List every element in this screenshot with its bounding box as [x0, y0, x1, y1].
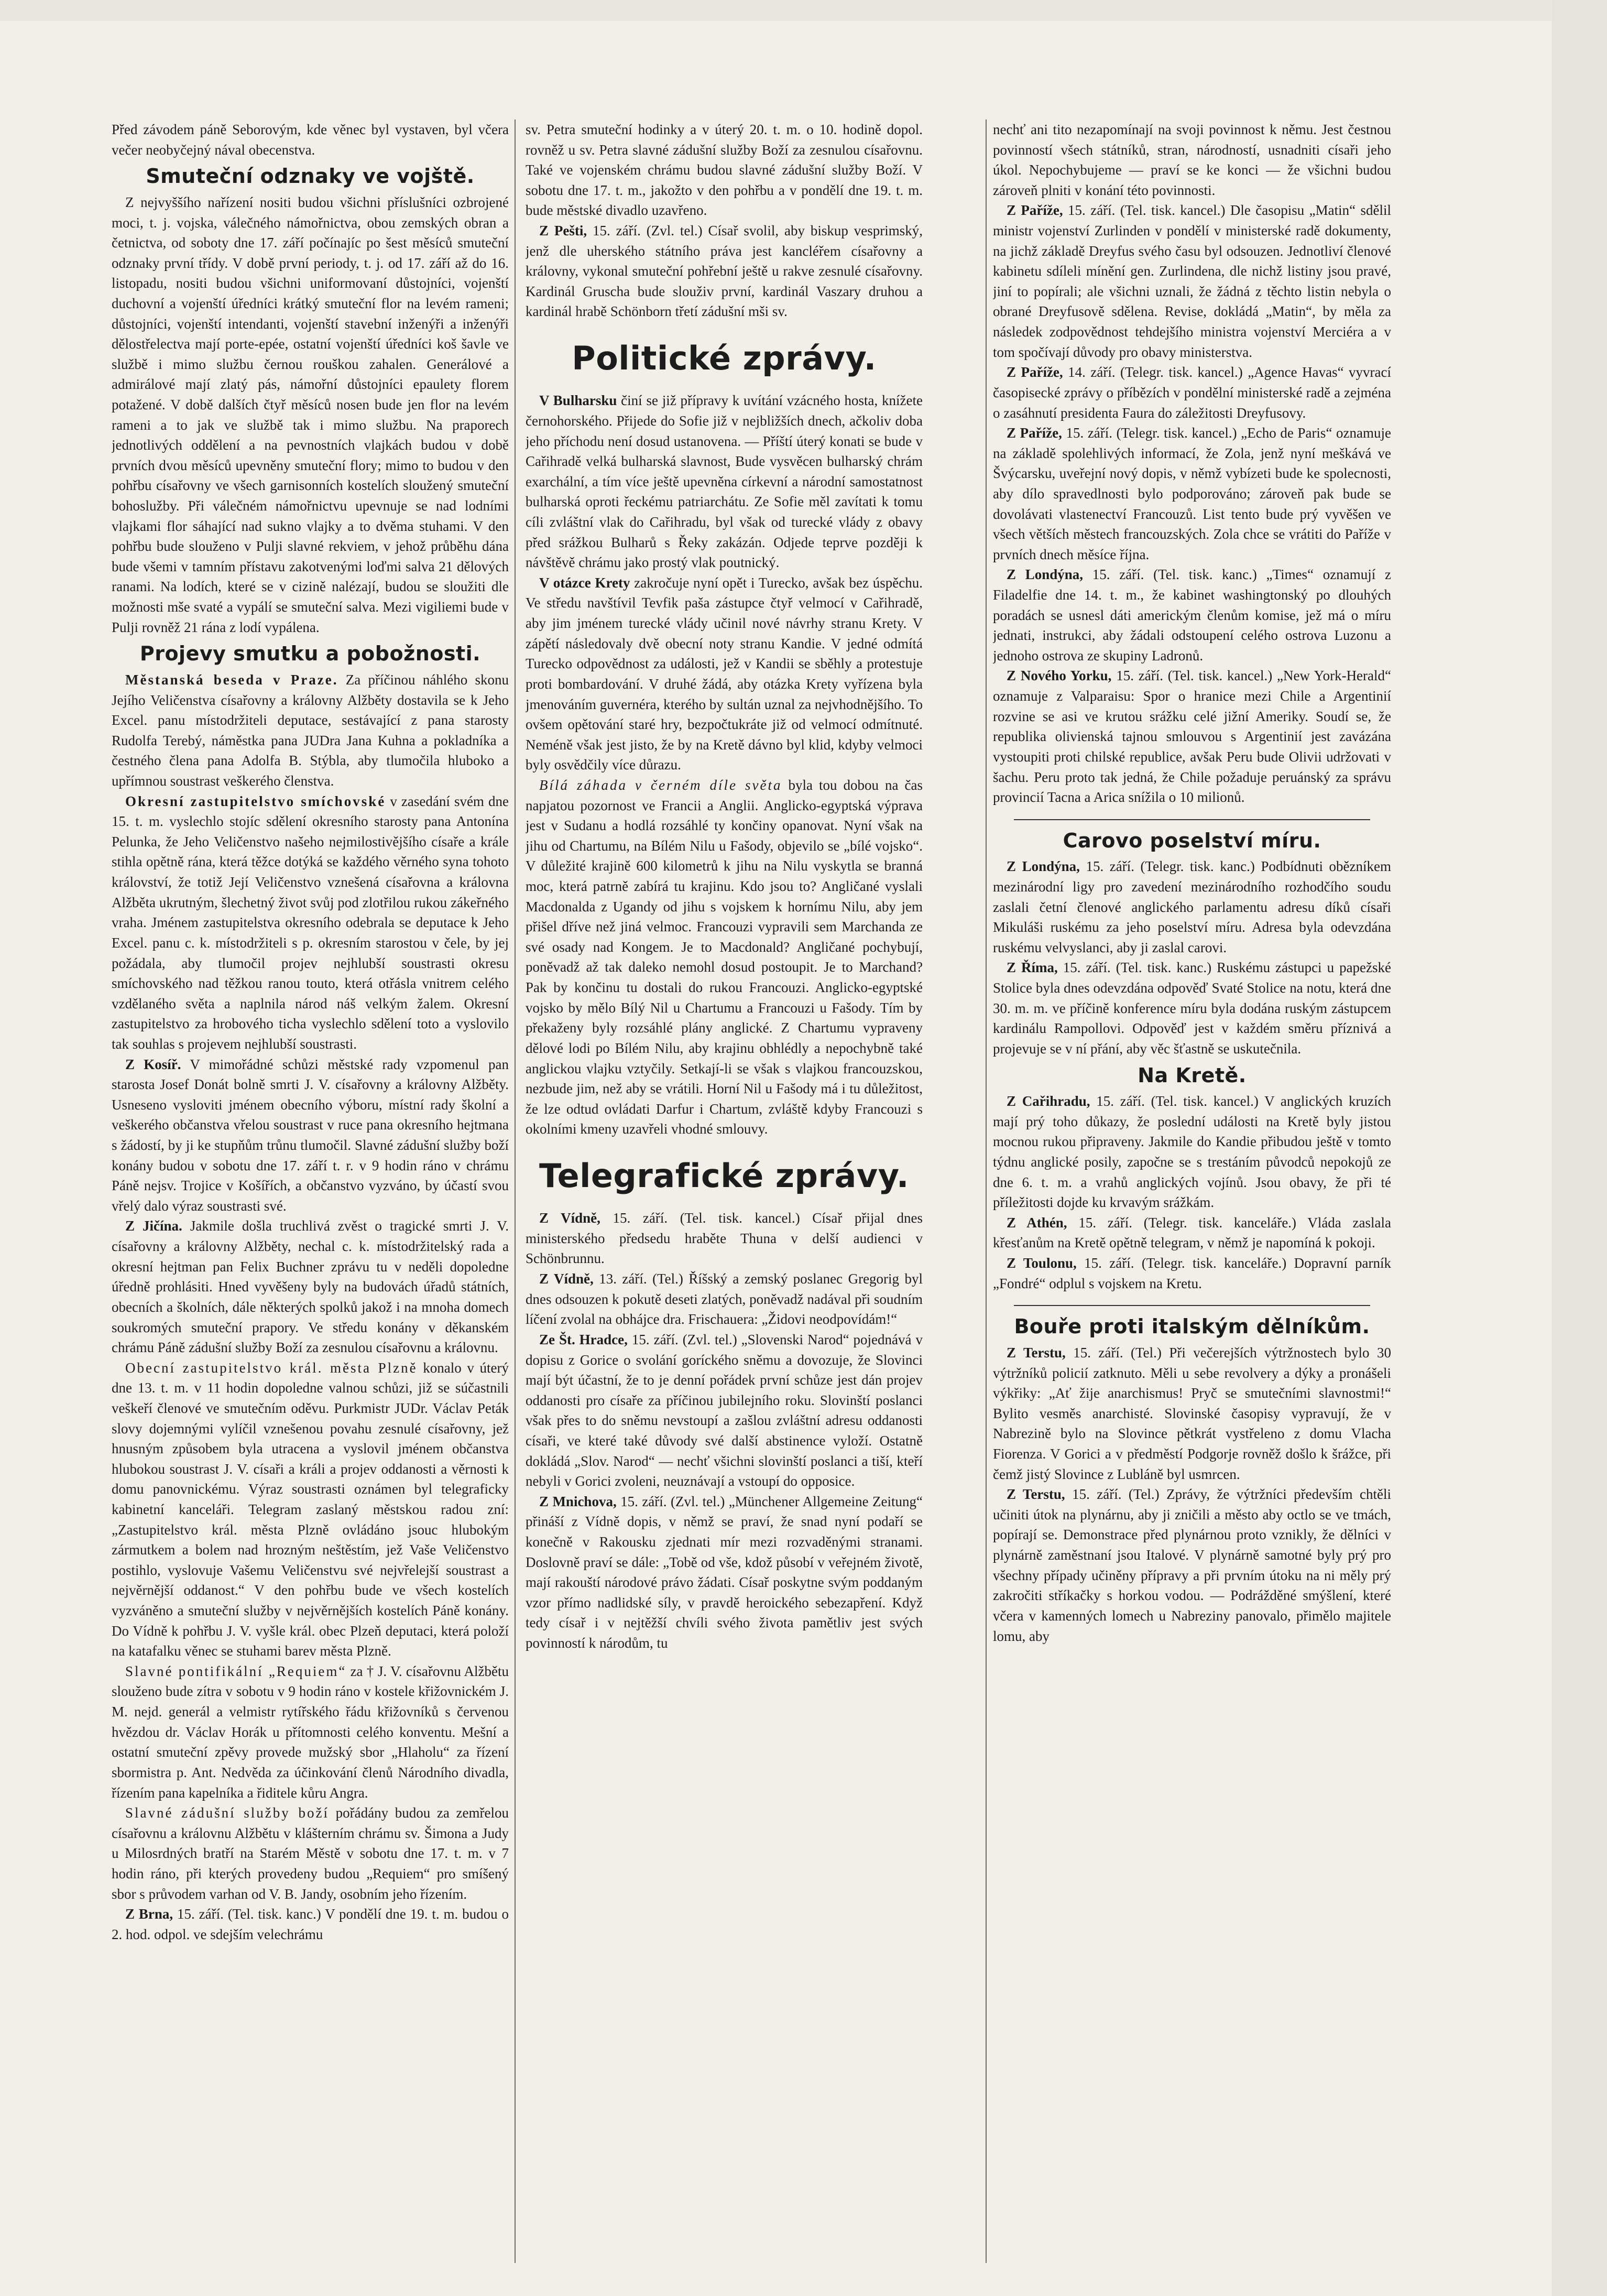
- paragraph-text: 15. září. (Tel. tisk. kancel.) Císař přijal dnes ministerského předsedu hraběte Thuna v delší audienci v Schönbrunnu.: [526, 1210, 923, 1267]
- lead-in: Slavné pontifikální „Requiem“: [125, 1663, 347, 1679]
- lead-in: Z Londýna,: [1007, 858, 1080, 875]
- paragraph: [112, 670, 509, 791]
- lead-in: Z Vídně,: [539, 1210, 600, 1226]
- paragraph-text: 15. září. (Tel. tisk. kancel.) „New York-Herald“ oznamuje z Valparaisu: Spor o hranice mezi Chile a Argentinií rozvine se asi ve krutou srážku celé jižní Ameriky. Soudí se, že republika olivienská tajnou smlouvou s Argentinií jest zavázána vystoupiti proti chilské republice, avšak Peru bude Olivii udržovati v šachu. Peru proto tak jedná, že Chile požaduje peruánský za správu provincií Tacna a Arica snížila o 10 milionů.: [993, 668, 1391, 806]
- paragraph: [993, 1484, 1391, 1646]
- lead-in: Z Paříže,: [1007, 202, 1063, 219]
- column-right: [993, 119, 1391, 2268]
- paragraph-text: 15. září. (Tel.) Při večerejších výtržnostech bylo 30 výtržníků policií zatknuto. Měli u sebe revolvery a dýky a pronášeli výkřiky: „Ať žije anarchismus! Pryč se smutečními slavnostmi!“ Bylito vesměs anarchisté. Slovinské časopisy vypravují, že v Nabrezině bylo na Slovince pětkrát vystřeleno z domu Vlacha Fiorenza. V Gorici a v předměstí Podgorje rovněž došlo k šrážce, při čemž jistý Slovince z Lubláně byl usmrcen.: [993, 1344, 1391, 1482]
- lead-in: Z Mnichova,: [539, 1493, 617, 1509]
- lead-in: Z Paříže,: [1007, 364, 1063, 380]
- paragraph: Z nejvyššího nařízení nositi budou všichni příslušníci ozbrojené moci, t. j. vojska, válečného námořnictva, obou zemských obran a četnictva, od soboty dne 17. září počínajíc po šest měsíců smuteční odznaky první třídy. V době první periody, t. j. od 17. září až do 16. listopadu, nositi budou všichni uniformovaní důstojníci, vojenští duchovní a vojenští úředníci krátký smuteční flor na levém rameni; důstojníci, vojenští intendanti, vojenští stavební inženýři a inženýři dělostřelectva mají porte-epée, ostatní vojenští úředníci koš šavle ve službě i mimo službu černou rouškou zahalen. Generálové a admirálové mají zlatý pás, námořní důstojníci epaulety florem potažené. V době dalších čtyř měsíců nosen bude jen flor na levém rameni a to jak ve službě tak i mimo službu. Na praporech jednotlivých oddělení a na pevnostních vlajkách budou v době prvních dvou měsíců upevněny smuteční flory; mimo to budou v den pohřbu císařovny ve všech garnisonních kostelích sloužený smuteční bohoslužby. Při válečném námořnictvu upevnuje se nad lodními vlajkami flor sáhající nad sukno vlajky a to dvěma stuhami. V den pohřbu bude slouženo v Pulji slavné rekviem, v jehož průběhu dána bude všemi v tamním přístavu zakotvenými loďmi salva 21 dělových ranami. Na lodích, které se v cizině nalézají, budou se sloužiti dle možnosti mše svaté a vypálí se smuteční salva. Mezi vigiliemi bude v Pulji rovněž 21 rána z lodí vypálena.: [112, 194, 509, 635]
- paragraph: [112, 1803, 509, 1904]
- paragraph-text: činí se již přípravy k uvítání vzácného hosta, knížete černohorského. Přijede do Sofie již v nejbližších dnech, ačkoliv doba jeho příchodu není dosud ustanovena. — Příští úterý konati se bude v Cařihradě velká bulharská slavnost, Bude vysvěcen bulharský chrám exarchální, a tím více ještě upevněna církevní a národní samostatnost bulharská oproti řeckému patriarchátu. Ze Sofie měl zavítati k tomu cíli zvláštní vlak do Cařihradu, byl však od turecké vlády z obavy před srážkou Bulharů s Řeky zakázán. Odjede teprve později k návštěvě chrámu jako prostý vlak poutnický.: [526, 393, 923, 571]
- lead-in: Z Kosíř.: [125, 1056, 181, 1072]
- paragraph: [112, 1661, 509, 1803]
- paragraph-text: 15. září. (Telegr. tisk. kanceláře.) Vláda zaslala křesťanům na Kretě opětně telegram, v němž je napomíná k pokoji.: [993, 1214, 1391, 1251]
- paragraph: nechť ani tito nezapomínají na svoji povinnost k němu. Jest čestnou povinností všech státníků, stran, národností, usnadniti císaři jeho úkol. Nepochybujeme — praví se ke konci — že všichni budou zároveň plniti v konání této povinnosti.: [993, 122, 1391, 198]
- paragraph-text: V mimořádné schůzi městské rady vzpomenul pan starosta Josef Donát bolně smrti J. V. císařovny a královny Alžběty. Usneseno vysloviti jménem obecního výboru, místní rady školní a veškerého občanstva vřelou soustrast v ruce pana okresního hejtmana s žádostí, by ji ke stupňům trůnu tlumočil. Slavné zádušní služby boží konány budou v sobotu dne 17. září t. r. v 9 hodin ráno v chrámu Páně nejsv. Trojice v Košířích, a občanstvo vyzváno, by účastí svou vřelý dalo výraz soustrasti své.: [112, 1056, 509, 1214]
- paragraph: [993, 666, 1391, 807]
- paragraph-text: 15. září. (Telegr. tisk. kanc.) Podbídnuti obězníkem mezinárodní ligy pro zavedení mezinárodního rozhodčího soudu zaslali četní členové anglického parlamentu adresu díků císaři Mikuláši ruskému za jeho poselství míru. Adresa byla odevzdána ruskému velvyslanci, aby ji zaslal carovi.: [993, 858, 1391, 955]
- lead-in: Bílá záhada v černém díle světa: [539, 777, 782, 793]
- lead-in: Obecní zastupitelstvo král. města Plzně: [125, 1359, 418, 1376]
- lead-in: Z Cařihradu,: [1007, 1093, 1090, 1109]
- paragraph-text: 15. září. (Telegr. tisk. kancel.) „Echo de Paris“ oznamuje na základě spolehlivých informací, že Zola, jenž nyní meškává ve Švýcarsku, uveřejní nový dopis, v němž vybízeti bude ke spolecnosti, aby dílo spravedlnosti bylo podporováno; zároveň pak bude se dovolávati vlastenectví Francouzů. List tento bude prý vyvěšen ve všech větších městech francouzských. Zola chce se vrátiti do Paříže v prvních dnech měsíce října.: [993, 425, 1391, 562]
- section-heading: Telegrafické zprávy.: [539, 1156, 909, 1195]
- paragraph-text: 15. září. (Tel. tisk. kancel.) Dle časopisu „Matin“ sdělil ministr vojenství Zurlinden v pondělí v ministerské radě dokumenty, na jichž základě Dreyfus svého času byl odsouzen. Jednotliví členové kabinetu sdíleli mínění gen. Zurlindena, dle nichž listiny jsou pravé, jiní to popírali; ale všichni uznali, že žádná z těchto listin nebyla o obrané Dreyfusově sdělena. Revise, dokládá „Matin“, by měla za následek zodpovědnost tehdejšího ministra vojenství Merciéra a v tom spočívají důvody pro obavy ministerstva.: [993, 202, 1391, 360]
- section-heading: Bouře proti italským dělníkům.: [1014, 1315, 1370, 1339]
- lead-in: V Bulharsku: [539, 393, 617, 409]
- lead-in: Z Athén,: [1007, 1214, 1067, 1231]
- paragraph: [526, 1208, 923, 1269]
- paragraph-text: 15. září. (Tel.) Zprávy, že výtržníci především chtěli učiniti útok na plynárnu, aby ji zničili a město aby octlo se ve tmách, popírají se. Demonstrace před plynárnou proto vznikly, že dělníci v plynárně zaměstnaní jsou Italové. V plynárně samotné byly prý pro všechny případy učiněny přípravy a při prvním útoku na ni měly prý zakročiti stříkačky s horkou vodou. — Podrážděné smýšlení, které včera v kamenných lomech u Nabreziny panovalo, přimělo majitele lomu, aby: [993, 1486, 1391, 1644]
- lead-in: Z Vídně,: [539, 1271, 594, 1287]
- lead-in: Z Paříže,: [1007, 425, 1062, 441]
- column-rule: [515, 119, 516, 2263]
- paragraph-text: Za příčinou náhlého skonu Jejího Veličenstva císařovny a královny Alžběty dostavila se k Jeho Excel. panu místodržiteli deputace, sestávající z pana starosty Rudolfa Terebý, náměstka pana JUDra Jana Kuhna a pokladníka a čestného člena pana Adolfa B. Stýbla, aby tlumočila hluboko a upřímnou soustrast veškerého členstva.: [112, 672, 509, 789]
- paragraph-text: konalo v úterý dne 13. t. m. v 11 hodin dopoledne valnou schůzi, již se súčastnili veškeří členové ve smutečním oděvu. Purkmistr JUDr. Václav Peták slovy dojemnými vylíčil vznešenou povahu zesnulé císařovny, jež hnusným způsobem byla utracena a vyslovil jménem občanstva hlubokou soustrast J. V. císaři a králi a projev oddanosti a věrnosti k domu panovnickému. Výraz soustrasti oznámen byl telegraficky kabinetní kanceláři. Telegram zaslaný městskou radou zní: „Zastupitelstvo král. města Plzně ovládáno jsouc hlubokým zármutkem a bolem nad hrozným neštěstím, jež Vaše Veličenstvo postihlo, vyslovuje Vašemu Veličenstvu své nejvřelejší soustrast a nejvěrnější oddanost.“ V den pohřbu bude ve všech kostelích vyzváněno a smuteční služby v nejvěrnějších kostelích Páně konány. Do Vídně k pohřbu J. V. vyšle král. obec Plzeň deputaci, která položí na katafalku věnec se stuhami barev města Plzně.: [112, 1359, 509, 1659]
- paragraph-text: 15. září. (Tel. tisk. kanc.) „Times“ oznamují z Filadelfie dne 14. t. m., že kabinet washingtonský po dlouhých poradách se usnesl dáti americkým členům komise, jež má o míru jednati, instrukci, aby žádali odstoupení celého ostrova Luzonu a jednoho ostrova ze skupiny Ladronů.: [993, 567, 1391, 663]
- column-middle: [526, 119, 923, 2268]
- lead-in: Z Nového Yorku,: [1007, 668, 1112, 684]
- paragraph: [526, 1269, 923, 1330]
- paragraph: [993, 564, 1391, 666]
- section-heading: Na Kretě.: [1138, 1063, 1247, 1087]
- paragraph: [993, 957, 1391, 1059]
- paragraph: [112, 1358, 509, 1661]
- paragraph: sv. Petra smuteční hodinky a v úterý 20. t. m. o 10. hodině dopol. rovněž u sv. Petra slavné zádušní služby Boží za zesnulou císařovnu. Také ve vojenském chrámu budou slavné zádušní služby Boží. V sobotu dne 17. t. m., jakožto v den pohřbu a v pondělí dne 19. t. m. bude městské divadlo uzavřeno.: [526, 122, 923, 219]
- paragraph-text: 13. září. (Tel.) Říšský a zemský poslanec Gregorig byl dnes odsouzen k pokutě deseti zlatých, poněvadž nadával při soudním líčení zvolal na obhájce dra. Frischauera: „Židovi neodpovídám!“: [526, 1271, 923, 1327]
- paragraph-text: byla tou dobou na čas napjatou pozornost ve Francii a Anglii. Anglicko-egyptská výprava jest v Sudanu a hodlá rozsáhlé ty končiny opanovat. Nyní však na jihu od Chartumu, na Bílém Nilu u Fašody, objevilo se „bílé vojsko“. V důležité krajině 600 kilometrů k jihu na Nilu vyskytla se branná moc, která patrně zabírá tu krajinu. Kdo jsou to? Angličané vyslali Macdonalda z Ugandy od jihu s vojskem k hornímu Nilu, aby jem přišel dříve než jiná velmoc. Francouzi vypravili sem Marchanda ze své osady nad Kongem. Je to Macdonald? Angličané pochybují, poněvadž až tak daleko nemohl dosud postoupit. Je to Marchand? Pak by končinu tu dostali do rukou Francouzi. Anglicko-egyptské vojsko by mělo Bílý Nil u Chartumu a Francouzi u Fašody. Tím by překaženy byly rozsáhlé plány anglické. Z Chartumu vypraveny dělové lodi po Bílém Nilu, aby krajinu obhlédly a nepochybně také anglickou vlajku vztyčily. Setkají-li se však s vlajkou francouzskou, nezbude jim, než aby se vrátili. Horní Nil u Fašody má i tu důležitost, že lze odtud ovládati Darfur i Chartum, zvláště kdyby Francouzi s okolními kmeny uzavřeli vhodné smlouvy.: [526, 777, 923, 1137]
- paragraph-text: Jakmile došla truchlivá zvěst o tragické smrti J. V. císařovny a královny Alžběty, nechal c. k. místodržitelský rada a okresní hejtman pan Felix Buchner zprávu tu v neděli dopoledne úředně prohlásiti. Hned vyvěšeny byly na budovách úřadů státních, obecních a školních, dále některých spolků jakož i na mnoha domech soukromých smuteční prapory. Ve středu konány v děkanském chrámu Páně zádušní služby Boží za zesnulou císařovnu a královnu.: [112, 1218, 509, 1356]
- paragraph: [112, 1054, 509, 1216]
- paragraph-text: 15. září. (Telegr. tisk. kanceláře.) Dopravní parník „Fondré“ odplul s vojskem na Kretu.: [993, 1255, 1391, 1291]
- paragraph: [993, 1343, 1391, 1484]
- section-divider: [1014, 1305, 1370, 1306]
- lead-in: Z Terstu,: [1007, 1486, 1065, 1503]
- paragraph: [526, 775, 923, 1139]
- lead-in: Z Toulonu,: [1007, 1255, 1077, 1271]
- paragraph: [112, 1216, 509, 1357]
- section-heading: Projevy smutku a pobožnosti.: [139, 642, 481, 666]
- paragraph: [112, 791, 509, 1054]
- paragraph: [526, 573, 923, 775]
- page-top-margin: [0, 0, 1607, 21]
- paragraph-text: zakročuje nyní opět i Turecko, avšak bez úspěchu. Ve středu navštívil Tevfik paša zástupce čtyř velmocí v Cařihradě, aby jim jménem turecké vlády učinil nové návrhy stranu Krety. V zápětí následovaly dvě obecní noty stranu Kandie. V jedné odmítá Turecko odpovědnost za události, jež v Kandii se sběhly a protestuje proti bombardování. V druhé žádá, aby otázka Krety vyřízena byla jmenováním guvernéra, kterého by sultán uznal za nejvhodnějšího. To ovšem opětování staré hry, bezpočtukráte již od velmocí odmítnuté. Neméně však jest jisto, že by na Kretě dávno byl klid, kdyby velmoci byly osvědčily více důrazu.: [526, 574, 923, 773]
- lead-in: Ze Št. Hradce,: [539, 1331, 628, 1347]
- lead-in: Z Brna,: [125, 1906, 173, 1922]
- paragraph: [993, 1091, 1391, 1213]
- paragraph-text: pořádány budou za zemřelou císařovnu a královnu Alžbětu v klášterním chrámu sv. Šimona a Judy u Milosrdných bratří na Starém Městě v sobotu dne 17. t. m. v 7 hodin ráno, při kterých provedeny budou „Requiem“ pro smíšený sbor s průvodem varhan od V. B. Jandy, osobním jeho řízením.: [112, 1805, 509, 1902]
- lead-in: Okresní zastupitelstvo smíchovské: [125, 793, 386, 809]
- paragraph-text: za † J. V. císařovnu Alžbětu slouženo bude zítra v sobotu v 9 hodin ráno v kostele křižovnickém J. M. nejd. generál a velmistr rytířského řádu křižovníků s červenou hvězdou dr. Václav Horák u přítomnosti celého konventu. Mešní a ostatní smuteční zpěvy provede mužský sbor „Hlaholu“ za řízení sbormistra p. Ant. Nedvěda za účinkování členů Národního divadla, řízením pana kapelníka a řiditele kůru Angra.: [112, 1663, 509, 1801]
- section-divider: [1014, 819, 1370, 820]
- paragraph-text: 15. září. (Tel. tisk. kanc.) Ruskému zástupci u papežské Stolice byla dnes odevzdána odpověď Svaté Stolice na notu, která dne 30. m. m. ve příčině konference míru byla dodána ruským zástupcem kardinálu Rampollovi. Odpověď jest v každém směru příznivá a projevuje se v ní přání, aby věc šťastně se uskutečnila.: [993, 960, 1391, 1057]
- paragraph: [526, 1330, 923, 1492]
- paragraph: [993, 1253, 1391, 1293]
- paragraph: [993, 200, 1391, 362]
- paragraph: [526, 390, 923, 572]
- paragraph-text: 14. září. (Telegr. tisk. kancel.) „Agence Havas“ vyvrací časopisecké zprávy o příbězích v pondělní ministerské radě a zejména o zasáhnutí presidenta Faura do záležitosti Dreyfusovy.: [993, 364, 1391, 421]
- lead-in: Z Pešti,: [539, 223, 587, 239]
- lead-in: Z Londýna,: [1007, 567, 1084, 583]
- paragraph: [993, 856, 1391, 957]
- paragraph: [112, 1904, 509, 1944]
- paragraph: [526, 1492, 923, 1653]
- paragraph-text: 15. září. (Tel. tisk. kanc.) V pondělí dne 19. t. m. budou o 2. hod. odpol. ve sdejším velechrámu: [112, 1906, 509, 1942]
- lead-in: Městanská beseda v Praze.: [125, 672, 338, 688]
- paragraph: [526, 221, 923, 322]
- lead-in: Z Jičína.: [125, 1218, 182, 1234]
- paragraph-text: v zasedání svém dne 15. t. m. vyslechlo stojíc sdělení okresního starosty pana Antonína Pelunka, že Jeho Veličenstvo našeho nejmilostivějšího císaře a krále stihla opětně rána, která těžce dotýká se každého věrného syna tohoto království, že totiž Její Veličenstvo vznešená císařovna a královna Alžběta ukrutným, šlechetný život svůj pod zlotřilou rukou zákeřného vraha. Jménem zastupitelstva okresního odebrala se deputace k Jeho Excel. panu c. k. místodržiteli s p. okresním starostou v čele, by jej požádala, aby tlumočil projev nejhlubší soustrasti okresu smíchovského nad těžkou ranou touto, která otřásla vnitrem celého vzdělaného světa a naplnila národ náš velkým žalem. Okresní zastupitelstvo za hrobového ticha vyslechlo sdělení toto a vyslovilo tak souhlas s projevem nejhlubší soustrasti.: [112, 793, 509, 1052]
- paragraph: [993, 362, 1391, 423]
- paragraph: [993, 423, 1391, 564]
- lead-in: V otázce Krety: [539, 574, 630, 591]
- lead-in: Slavné zádušní služby boží: [125, 1805, 329, 1821]
- paragraph: Před závodem páně Seborovým, kde věnec byl vystaven, byl včera večer neobyčejný nával obecenstva.: [112, 122, 509, 158]
- paragraph-text: 15. září. (Zvl. tel.) „Slovenski Narod“ pojednává v dopisu z Gorice o svolání goríckého sněmu a dovozuje, že Slovinci mají být účastní, že to je denní pořádek první schůze jest dán projev oddanosti pro císaře za příčinou jubilejního roku. Slovinští poslanci však přes to do sněmu nevstoupí a zašlou zvláštní adresu oddanosti císaři, ve které také důvody své další abstinence vyloží. Ostatně dokládá „Slov. Narod“ — nechť všichni slovinští poslanci a tiší, kteří nebyli v Gorici zvoleni, neuznávají a vstoupí do opposice.: [526, 1331, 923, 1489]
- section-heading: Carovo poselství míru.: [1063, 829, 1321, 852]
- paragraph-text: 15. září. (Tel. tisk. kancel.) V anglických kruzích mají prý toho důkazy, že poslední události na Kretě byly jistou mocnou rukou připraveny. Jakmile do Kandie přibudou ještě v tomto týdnu anglické posily, započne se s trestáním původců nepokojů ze dne 6. t. m. a vrahů anglických vojínů. Jsou obavy, že při té příležitosti dojde ku krvavým srážkám.: [993, 1093, 1391, 1211]
- section-heading: Politické zprávy.: [572, 339, 877, 378]
- column-rule: [986, 119, 987, 2263]
- column-left: [112, 119, 509, 2268]
- lead-in: Z Říma,: [1007, 960, 1058, 976]
- paragraph: [993, 1213, 1391, 1253]
- page-right-margin: [1552, 0, 1607, 2296]
- lead-in: Z Terstu,: [1007, 1344, 1066, 1361]
- paragraph-text: 15. září. (Zvl. tel.) „Münchener Allgemeine Zeitung“ přináší z Vídně dopis, v němž se praví, že snad nyní podaří se konečně v Rakousku zjednati mír mezi rozvaděnými stranami. Doslovně praví se dále: „Tobě od vše, kdož působí v veřejném životě, mají rakouští národové právo žádati. Císař poskytne svým poddaným vzor přímo nadlidské síly, v pravdě heroického sebezapření. Když tedy císař i v nejtěžší chvíli svého života pamětliv jest svých povinností k národům, tu: [526, 1493, 923, 1651]
- section-heading: Smuteční odznaky ve vojště.: [146, 165, 475, 188]
- paragraph-text: 15. září. (Zvl. tel.) Císař svolil, aby biskup vesprimský, jenž dle uherského státního práva jest kancléřem císařovny a královny, vykonal smuteční pohřební ještě u rakve zesnulé císařovny. Kardinál Gruscha bude slouživ první, kardinál Vaszary druhou a kardinál hrabě Schönborn třetí zádušní mši sv.: [526, 223, 923, 320]
